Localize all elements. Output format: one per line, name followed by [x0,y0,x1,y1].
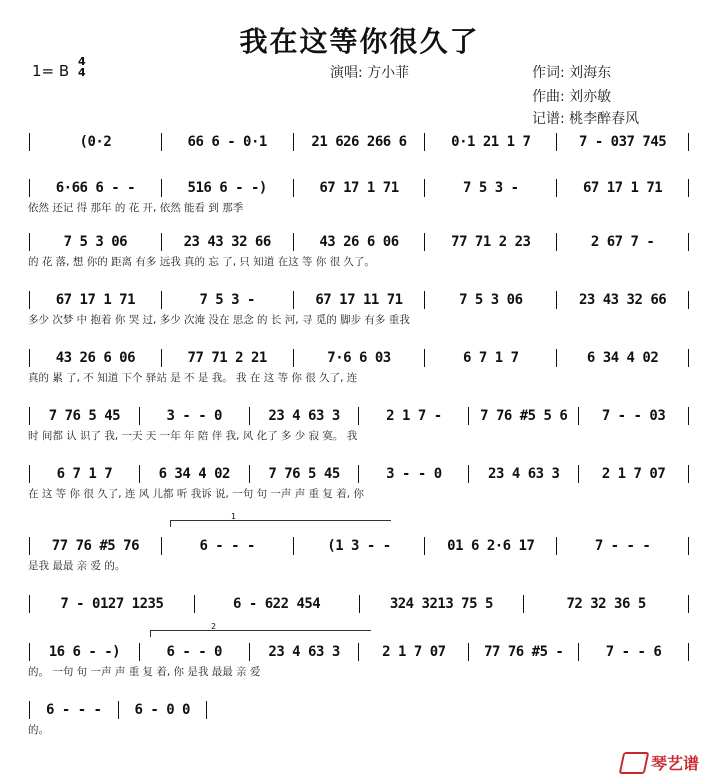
barline [424,179,425,197]
measure: 7 - - 6 [605,644,662,660]
measure: (1 3 - - [327,538,391,554]
barline [293,179,294,197]
barline [556,537,557,555]
measure: 01 6 2·6 17 [447,538,535,554]
measure: 7 5 3 - [199,292,255,308]
measure: 43 26 6 06 [319,234,399,250]
lyric-line [28,616,690,630]
song-title: 我在这等你很久了 [239,25,480,58]
barline [29,537,30,555]
measure: 6 7 1 7 [56,466,113,482]
measure: 67 17 1 71 [55,292,136,308]
measure: (0·2 [79,134,112,150]
measure: 77 71 2 21 [187,350,267,366]
barline [161,133,162,151]
barline [688,233,689,251]
barline [358,407,359,425]
measure: 23 4 63 3 [488,466,560,482]
lyric-line [28,154,690,168]
measure: 16 6 - -) [48,644,121,660]
measure: 6 - 622 454 [233,596,321,612]
measure: 72 32 36 5 [566,596,646,612]
measure: 6·66 6 - - [55,180,136,196]
barline [139,465,140,483]
barline [424,291,425,309]
barline [688,465,689,483]
lyricist-credit: 作词: 刘海东 [532,65,612,81]
score-row [28,594,690,630]
measure: 3 - - 0 [166,408,222,424]
barline [293,233,294,251]
barline [688,179,689,197]
barline [139,643,140,661]
measure: 2 1 7 - [386,408,442,424]
barline [556,233,557,251]
measure: 2 1 7 07 [382,644,446,660]
score-row [28,348,690,384]
barline [468,465,469,483]
barline [161,233,162,251]
measure: 77 71 2 23 [451,234,531,250]
barline [139,407,140,425]
measure: 67 17 11 71 [315,292,403,308]
score-row [28,642,690,678]
measure: 6 - - 0 [166,644,222,660]
barline [468,407,469,425]
measure: 6 - - - [199,538,255,554]
measure: 7 - - 03 [601,408,666,424]
measure: 3 - - 0 [386,466,442,482]
measure: 7 76 5 45 [268,466,340,482]
measure: 77 76 #5 - [484,644,564,660]
composer-credit: 作曲: 刘亦敏 [532,89,612,105]
measure: 7 - - - [594,538,651,554]
barline [161,179,162,197]
measure: 23 43 32 66 [183,234,271,250]
measure: 43 26 6 06 [55,350,136,366]
barline [29,349,30,367]
measure: 67 17 1 71 [582,180,663,196]
barline [468,643,469,661]
barline [161,349,162,367]
barline [29,233,30,251]
barline [249,465,250,483]
barline [688,643,689,661]
barline [194,595,195,613]
barline [29,643,30,661]
notes-line [28,290,690,310]
score-row [28,464,690,500]
barline [29,701,30,719]
barline [293,349,294,367]
barline [578,407,579,425]
notes-line [28,536,690,556]
key-signature: 1= B [32,62,70,80]
score-row [28,232,690,268]
volta-bracket-1: 1 [170,520,391,527]
measure: 7 5 3 06 [459,292,523,308]
barline [293,291,294,309]
measure: 7 76 #5 5 6 [480,408,568,424]
barline [29,465,30,483]
barline [358,643,359,661]
notes-line [28,178,690,198]
barline [293,537,294,555]
measure: 2 67 7 - [590,234,655,250]
barline [249,643,250,661]
measure: 2 1 7 07 [601,466,666,482]
barline [424,133,425,151]
measure: 7 - 0127 1235 [60,596,164,612]
barline [29,133,30,151]
time-signature: 4 4 [78,55,86,79]
barline [688,291,689,309]
barline [424,349,425,367]
lyric-line: 依然 还记 得 那年 的 花 开, 依然 能看 到 那季 [28,202,244,214]
measure: 77 76 #5 76 [51,538,139,554]
barline [556,133,557,151]
notes-line [28,132,690,152]
lyric-line: 真的 累 了, 不 知道 下个 驿站 是 不 是 我。 我 在 这 等 你 很 久了, 连 [28,372,358,384]
measure: 324 3213 75 5 [389,596,493,612]
lyric-line: 的。 [28,724,49,736]
measure: 67 17 1 71 [319,180,399,196]
barline [29,595,30,613]
measure: 516 6 - -) [187,180,267,196]
measure: 7 5 3 - [463,180,519,196]
lyric-line: 的 花 落, 想 你的 距离 有多 远我 真的 忘 了, 只 知道 在这 等 你 很 久了。 [28,256,375,268]
score-row [28,132,690,168]
score-row [28,406,690,442]
notes-line [28,594,690,614]
barline [358,465,359,483]
measure: 6 - 0 0 [134,702,190,718]
notes-line [28,406,690,426]
lyric-line: 时 间都 认 识了 我, 一天 天 一年 年 陪 伴 我, 风 化了 多 少 寂 寞。 我 [28,430,358,442]
barline [424,537,425,555]
barline [249,407,250,425]
measure: 6 34 4 02 [158,466,230,482]
notes-line [28,232,690,252]
barline [161,291,162,309]
volta-bracket-2: 2 [150,630,371,637]
barline [424,233,425,251]
measure: 66 6 - 0·1 [187,134,267,150]
barline [523,595,524,613]
score-row [28,700,690,736]
site-logo: 琴艺谱 [621,751,699,774]
barline [359,595,360,613]
barline [688,537,689,555]
barline [293,133,294,151]
measure: 23 4 63 3 [268,408,340,424]
barline [688,595,689,613]
barline [556,179,557,197]
measure: 23 43 32 66 [578,292,667,308]
lyric-line: 多少 次梦 中 抱着 你 哭 过, 多少 次淹 没在 思念 的 长 河, 寻 觅的 脚步 有多 重我 [28,314,410,326]
measure: 0·1 21 1 7 [451,134,531,150]
barline [206,701,207,719]
measure: 23 4 63 3 [268,644,340,660]
barline [688,133,689,151]
measure: 7 - 037 745 [578,134,667,150]
lyric-line: 的。 一句 句 一声 声 重 复 着, 你 是我 最最 亲 爱 [28,666,261,678]
measure: 6 34 4 02 [586,350,659,366]
score-row [28,290,690,326]
barline [578,643,579,661]
notes-line [28,348,690,368]
score-row [28,178,690,214]
lyric-line: 是我 最最 亲 爱 的。 [28,560,126,572]
barline [688,407,689,425]
measure: 7·6 6 03 [327,350,391,366]
notes-line [28,464,690,484]
barline [556,349,557,367]
lyric-line: 在 这 等 你 很 久了, 连 风 儿都 听 我诉 说, 一句 句 一声 声 重 复 着, 你 [28,488,364,500]
measure: 6 7 1 7 [463,350,519,366]
logo-mark-icon [619,752,650,774]
barline [29,179,30,197]
notes-line [28,642,690,662]
barline [29,291,30,309]
score-row [28,536,690,572]
barline [578,465,579,483]
barline [29,407,30,425]
measure: 6 - - - [45,702,102,718]
barline [556,291,557,309]
measure: 21 626 266 6 [311,134,407,150]
barline [118,701,119,719]
notes-line [28,700,208,720]
measure: 7 5 3 06 [63,234,128,250]
singer-credit: 演唱: 方小菲 [330,65,410,81]
barline [161,537,162,555]
measure: 7 76 5 45 [48,408,121,424]
transcriber-credit: 记谱: 桃李醉春风 [532,111,640,127]
barline [688,349,689,367]
